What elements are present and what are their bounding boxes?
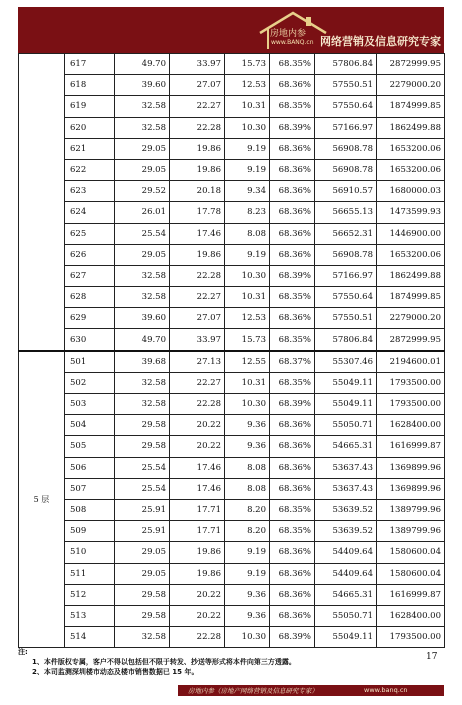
table-cell: 9.34 (225, 181, 270, 202)
table-row (19, 351, 445, 373)
room-number-cell: 507 (65, 478, 115, 499)
room-number-cell: 502 (65, 372, 115, 393)
table-row (19, 329, 445, 351)
table-row (19, 478, 445, 499)
table-cell: 1628400.00 (377, 605, 445, 626)
table-cell: 68.35% (270, 372, 315, 393)
table-cell: 1793500.00 (377, 394, 445, 415)
table-cell: 54409.64 (315, 563, 377, 584)
page-number: 17 (426, 652, 438, 662)
logo-text: 房地内参 (270, 29, 307, 39)
room-number-cell: 618 (65, 75, 115, 96)
table-cell: 20.22 (170, 415, 225, 436)
table-cell: 17.46 (170, 457, 225, 478)
table-cell: 68.36% (270, 436, 315, 457)
room-number-cell: 626 (65, 244, 115, 265)
table-row (19, 138, 445, 159)
floor-cell: 5 层 (19, 351, 65, 648)
table-cell: 1369899.96 (377, 457, 445, 478)
table-cell: 9.36 (225, 605, 270, 626)
table-cell: 32.58 (115, 265, 170, 286)
table-cell: 8.20 (225, 521, 270, 542)
table-cell: 1616999.87 (377, 436, 445, 457)
table-cell: 68.39% (270, 627, 315, 648)
table-cell: 22.27 (170, 96, 225, 117)
table-cell: 26.01 (115, 202, 170, 223)
table-cell: 29.05 (115, 563, 170, 584)
table-cell: 53637.43 (315, 457, 377, 478)
table-cell: 27.13 (170, 351, 225, 373)
table-cell: 68.36% (270, 584, 315, 605)
table-cell: 68.35% (270, 521, 315, 542)
table-cell: 17.71 (170, 521, 225, 542)
table-cell: 9.36 (225, 436, 270, 457)
table-row (19, 436, 445, 457)
table-row (19, 627, 445, 648)
table-cell: 1580600.04 (377, 542, 445, 563)
table-row (19, 54, 445, 75)
table-cell: 57806.84 (315, 329, 377, 351)
table-cell: 9.19 (225, 138, 270, 159)
table-cell: 56908.78 (315, 244, 377, 265)
table-cell: 1653200.06 (377, 244, 445, 265)
table-cell: 1874999.85 (377, 287, 445, 308)
table-cell: 68.36% (270, 542, 315, 563)
table-cell: 1628400.00 (377, 415, 445, 436)
table-cell: 2279000.20 (377, 308, 445, 329)
room-number-cell: 620 (65, 117, 115, 138)
table-cell: 1793500.00 (377, 627, 445, 648)
table-cell: 2279000.20 (377, 75, 445, 96)
table-cell: 1653200.06 (377, 138, 445, 159)
room-number-cell: 505 (65, 436, 115, 457)
table-cell: 19.86 (170, 244, 225, 265)
table-row (19, 521, 445, 542)
table-row (19, 181, 445, 202)
table-cell: 53639.52 (315, 521, 377, 542)
table-cell: 68.39% (270, 117, 315, 138)
room-number-cell: 622 (65, 159, 115, 180)
table-cell: 32.58 (115, 394, 170, 415)
table-cell: 57550.51 (315, 308, 377, 329)
table-cell: 8.08 (225, 457, 270, 478)
table-cell: 25.54 (115, 457, 170, 478)
table-row (19, 415, 445, 436)
table-cell: 25.54 (115, 478, 170, 499)
table-cell: 22.28 (170, 394, 225, 415)
room-number-cell: 617 (65, 54, 115, 75)
table-cell: 10.31 (225, 372, 270, 393)
room-number-cell: 509 (65, 521, 115, 542)
room-number-cell: 621 (65, 138, 115, 159)
table-cell: 29.52 (115, 181, 170, 202)
table-cell: 20.22 (170, 436, 225, 457)
table-cell: 68.35% (270, 329, 315, 351)
table-cell: 10.30 (225, 394, 270, 415)
table-cell: 68.35% (270, 96, 315, 117)
room-number-cell: 623 (65, 181, 115, 202)
table-cell: 22.27 (170, 372, 225, 393)
table-cell: 32.58 (115, 117, 170, 138)
table-cell: 8.08 (225, 223, 270, 244)
table-cell: 68.37% (270, 351, 315, 373)
table-cell: 32.58 (115, 287, 170, 308)
table-cell: 12.53 (225, 75, 270, 96)
table-cell: 68.36% (270, 244, 315, 265)
table-cell: 68.36% (270, 75, 315, 96)
table-cell: 57166.97 (315, 265, 377, 286)
table-cell: 54409.64 (315, 542, 377, 563)
table-cell: 1793500.00 (377, 372, 445, 393)
table-cell: 56908.78 (315, 138, 377, 159)
table-cell: 29.58 (115, 436, 170, 457)
table-cell: 1862499.88 (377, 265, 445, 286)
table-cell: 49.70 (115, 329, 170, 351)
table-cell: 55050.71 (315, 605, 377, 626)
table-row (19, 499, 445, 520)
table-cell: 54665.31 (315, 436, 377, 457)
table-cell: 1616999.87 (377, 584, 445, 605)
table-cell: 39.68 (115, 351, 170, 373)
header-title: 网络营销及信息研究专家 (320, 35, 441, 48)
table-cell: 25.91 (115, 521, 170, 542)
table-cell: 29.05 (115, 159, 170, 180)
table-cell: 68.35% (270, 499, 315, 520)
table-cell: 68.39% (270, 394, 315, 415)
room-number-cell: 619 (65, 96, 115, 117)
notes-line-1: 1、本件版权专属，客户不得以包括但不限于转发、抄送等形式将本件向第三方透露。 (32, 658, 296, 666)
table-cell: 9.19 (225, 542, 270, 563)
table-cell: 68.36% (270, 415, 315, 436)
room-number-cell: 511 (65, 563, 115, 584)
table-row (19, 308, 445, 329)
table-row (19, 265, 445, 286)
table-cell: 8.08 (225, 478, 270, 499)
table-cell: 68.36% (270, 181, 315, 202)
table-cell: 9.19 (225, 159, 270, 180)
table-cell: 22.27 (170, 287, 225, 308)
table-cell: 17.78 (170, 202, 225, 223)
table-cell: 57806.84 (315, 54, 377, 75)
table-row (19, 244, 445, 265)
table-row (19, 394, 445, 415)
room-number-cell: 627 (65, 265, 115, 286)
table-cell: 55050.71 (315, 415, 377, 436)
table-cell: 17.71 (170, 499, 225, 520)
table-row (19, 223, 445, 244)
table-cell: 25.91 (115, 499, 170, 520)
table-cell: 29.58 (115, 415, 170, 436)
table-cell: 19.86 (170, 542, 225, 563)
table-cell: 15.73 (225, 329, 270, 351)
table-cell: 56910.57 (315, 181, 377, 202)
table-cell: 1473599.93 (377, 202, 445, 223)
table-cell: 9.19 (225, 244, 270, 265)
table-cell: 10.30 (225, 627, 270, 648)
table-row (19, 542, 445, 563)
table-cell: 1580600.04 (377, 563, 445, 584)
table-cell: 56655.13 (315, 202, 377, 223)
table-cell: 68.36% (270, 138, 315, 159)
table-cell: 10.31 (225, 96, 270, 117)
table-cell: 10.30 (225, 265, 270, 286)
room-number-cell: 628 (65, 287, 115, 308)
sales-table (18, 53, 445, 648)
table-cell: 53639.52 (315, 499, 377, 520)
table-row (19, 159, 445, 180)
table-cell: 53637.43 (315, 478, 377, 499)
table-cell: 68.35% (270, 287, 315, 308)
table-cell: 68.36% (270, 457, 315, 478)
table-cell: 29.58 (115, 605, 170, 626)
table-cell: 1874999.85 (377, 96, 445, 117)
table-cell: 54665.31 (315, 584, 377, 605)
table-cell: 1680000.03 (377, 181, 445, 202)
table-cell: 29.58 (115, 584, 170, 605)
table-cell: 39.60 (115, 308, 170, 329)
table-cell: 8.20 (225, 499, 270, 520)
table-cell: 20.22 (170, 584, 225, 605)
table-cell: 20.22 (170, 605, 225, 626)
table-cell: 27.07 (170, 308, 225, 329)
table-cell: 49.70 (115, 54, 170, 75)
room-number-cell: 630 (65, 329, 115, 351)
table-cell: 56652.31 (315, 223, 377, 244)
floor-cell (19, 54, 65, 351)
table-cell: 19.86 (170, 159, 225, 180)
table-cell: 9.36 (225, 415, 270, 436)
footer-text: 房地内参（房地产网络营销及信息研究专家） (188, 687, 318, 695)
table-cell: 22.28 (170, 117, 225, 138)
room-number-cell: 501 (65, 351, 115, 373)
room-number-cell: 510 (65, 542, 115, 563)
table-cell: 68.36% (270, 308, 315, 329)
notes-block (18, 647, 418, 685)
table-cell: 57550.64 (315, 96, 377, 117)
table-cell: 33.97 (170, 54, 225, 75)
table-cell: 20.18 (170, 181, 225, 202)
table-cell: 55049.11 (315, 394, 377, 415)
logo-url: www.BANQ.cn (271, 39, 314, 46)
table-cell: 1369899.96 (377, 478, 445, 499)
table-cell: 32.58 (115, 627, 170, 648)
table-cell: 2194600.01 (377, 351, 445, 373)
table-cell: 22.28 (170, 627, 225, 648)
room-number-cell: 514 (65, 627, 115, 648)
table-row (19, 584, 445, 605)
table-cell: 68.36% (270, 159, 315, 180)
table-cell: 1446900.00 (377, 223, 445, 244)
table-cell: 68.35% (270, 54, 315, 75)
table-cell: 8.23 (225, 202, 270, 223)
room-number-cell: 513 (65, 605, 115, 626)
table-cell: 27.07 (170, 75, 225, 96)
table-cell: 55049.11 (315, 627, 377, 648)
table-cell: 68.36% (270, 223, 315, 244)
table-cell: 55307.46 (315, 351, 377, 373)
table-row (19, 202, 445, 223)
table-cell: 29.05 (115, 244, 170, 265)
table-cell: 55049.11 (315, 372, 377, 393)
table-cell: 10.30 (225, 117, 270, 138)
table-cell: 1389799.96 (377, 521, 445, 542)
table-cell: 68.36% (270, 202, 315, 223)
table-cell: 2872999.95 (377, 329, 445, 351)
table-cell: 29.05 (115, 542, 170, 563)
table-cell: 9.19 (225, 563, 270, 584)
table-cell: 68.36% (270, 605, 315, 626)
footer-url: www.banq.cn (364, 686, 408, 694)
table-cell: 12.53 (225, 308, 270, 329)
table-cell: 57550.64 (315, 287, 377, 308)
table-cell: 9.36 (225, 584, 270, 605)
room-number-cell: 503 (65, 394, 115, 415)
notes-heading: 注: (18, 648, 28, 656)
table-cell: 68.39% (270, 265, 315, 286)
table-cell: 19.86 (170, 138, 225, 159)
room-number-cell: 625 (65, 223, 115, 244)
table-cell: 1653200.06 (377, 159, 445, 180)
table-row (19, 563, 445, 584)
table-row (19, 96, 445, 117)
table-cell: 17.46 (170, 223, 225, 244)
table-cell: 22.28 (170, 265, 225, 286)
table-row (19, 117, 445, 138)
table-cell: 12.55 (225, 351, 270, 373)
table-cell: 32.58 (115, 96, 170, 117)
table-cell: 39.60 (115, 75, 170, 96)
table-cell: 56908.78 (315, 159, 377, 180)
table-cell: 57166.97 (315, 117, 377, 138)
table-cell: 33.97 (170, 329, 225, 351)
room-number-cell: 504 (65, 415, 115, 436)
table-row (19, 605, 445, 626)
table-cell: 1862499.88 (377, 117, 445, 138)
table-row (19, 75, 445, 96)
room-number-cell: 629 (65, 308, 115, 329)
table-row (19, 457, 445, 478)
table-cell: 29.05 (115, 138, 170, 159)
table-cell: 15.73 (225, 54, 270, 75)
table-cell: 19.86 (170, 563, 225, 584)
table-cell: 32.58 (115, 372, 170, 393)
table-cell: 68.36% (270, 478, 315, 499)
table-cell: 68.36% (270, 563, 315, 584)
notes-line-2: 2、本司监测深圳楼市动态及楼市销售数据已 15 年。 (32, 668, 199, 676)
table-cell: 17.46 (170, 478, 225, 499)
room-number-cell: 624 (65, 202, 115, 223)
room-number-cell: 506 (65, 457, 115, 478)
table-cell: 2872999.95 (377, 54, 445, 75)
table-row (19, 372, 445, 393)
table-cell: 57550.51 (315, 75, 377, 96)
table-cell: 25.54 (115, 223, 170, 244)
table-cell: 10.31 (225, 287, 270, 308)
room-number-cell: 512 (65, 584, 115, 605)
table-cell: 1389799.96 (377, 499, 445, 520)
room-number-cell: 508 (65, 499, 115, 520)
table-row (19, 287, 445, 308)
